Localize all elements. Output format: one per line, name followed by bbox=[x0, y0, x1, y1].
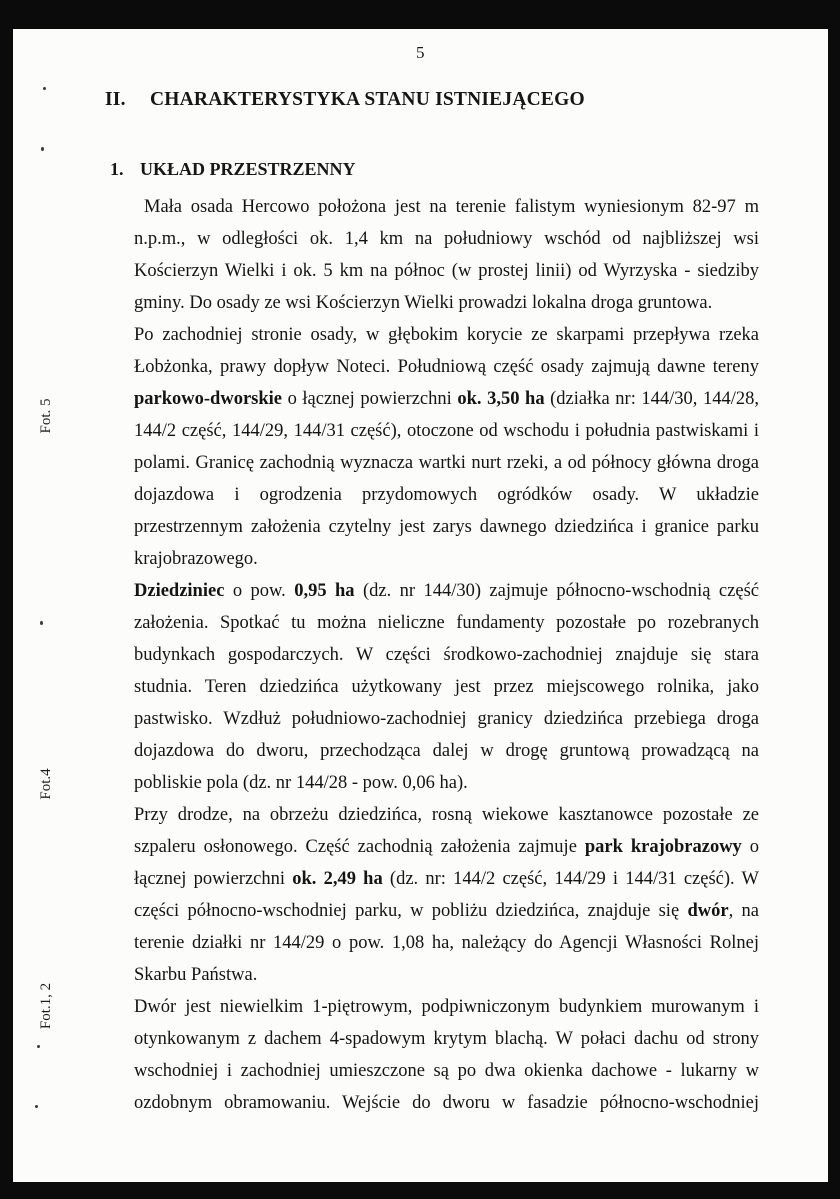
bold-text-run: ok. 3,50 ha bbox=[457, 389, 545, 409]
scan-speck bbox=[43, 87, 46, 90]
bold-text-run: 0,95 ha bbox=[294, 581, 355, 601]
document-page bbox=[13, 29, 828, 1182]
text-run: Dwór jest niewielkim 1-piętrowym, podpiwniczonym budynkiem murowanym i otynkowanym z dachem 4-spadowym krytym blachą. W połaci dachu od strony wschodniej i zachodniej umieszczone są po dwa okienka dachowe - lukarny w ozdobnym obramowaniu. Wejście do dworu w fasadzie północno-wschodniej bbox=[134, 997, 759, 1113]
section-numeral: 1. bbox=[110, 159, 124, 179]
text-run: Po zachodniej stronie osady, w głębokim korycie ze skarpami przepływa rzeka Łobżonka, prawy dopływ Noteci. Południową część osady zajmują dawne tereny bbox=[134, 325, 759, 377]
text-run: Przy drodze, na obrzeżu dziedzińca, rosną wiekowe kasztanowce pozostałe ze szpaleru osłonowego. Część zachodnią założenia zajmuje bbox=[134, 805, 759, 857]
section-title: UKŁAD PRZESTRZENNY bbox=[140, 159, 356, 179]
bold-text-run: ok. 2,49 ha bbox=[292, 869, 383, 889]
body-text bbox=[134, 191, 759, 1119]
chapter-heading bbox=[105, 89, 585, 111]
text-run: (działka nr: 144/30, 144/28, 144/2 część, 144/29, 144/31 część), otoczone od wschodu i południa pastwiskami i polami. Granicę zachodnią wyznacza wartki nurt rzeki, a od północy główna droga dojazdowa i ogrodzenia przydomowych ogródków osady. W układzie przestrzennym założenia czytelny jest zarys dawnego dziedzińca i granice parku krajobrazowego. bbox=[134, 389, 760, 569]
scan-speck bbox=[40, 621, 43, 625]
section-heading bbox=[110, 159, 356, 180]
margin-note-fot-5: Fot. 5 bbox=[38, 398, 54, 434]
text-run: (dz. nr: 144/2 część, 144/29 i 144/31 część). W części północno-wschodniej parku, w pobliżu dziedzińca, znajduje się bbox=[134, 869, 760, 921]
scan-speck bbox=[37, 1045, 40, 1048]
paragraph bbox=[134, 575, 759, 799]
chapter-numeral: II. bbox=[105, 89, 126, 110]
scan-speck bbox=[35, 1105, 38, 1108]
paragraph bbox=[134, 799, 759, 991]
page-number: 5 bbox=[416, 43, 425, 62]
paragraph bbox=[134, 991, 759, 1119]
margin-note-fot-4: Fot.4 bbox=[38, 768, 54, 800]
bold-text-run: park krajobrazowy bbox=[584, 837, 742, 857]
bold-text-run: dwór bbox=[687, 901, 729, 921]
text-run: o pow. bbox=[224, 581, 295, 601]
text-run: , na terenie działki nr 144/29 o pow. 1,08 ha, należący do Agencji Własności Rolnej Skarbu Państwa. bbox=[134, 901, 759, 985]
bold-text-run: Dziedziniec bbox=[134, 581, 225, 601]
paragraph bbox=[134, 319, 759, 575]
bold-text-run: parkowo-dworskie bbox=[134, 389, 283, 409]
paragraph bbox=[134, 191, 759, 319]
chapter-title: CHARAKTERYSTYKA STANU ISTNIEJĄCEGO bbox=[150, 89, 585, 110]
text-run: Mała osada Hercowo położona jest na terenie falistym wyniesionym 82-97 m n.p.m., w odległości ok. 1,4 km na południowy wschód od najbliższej wsi Kościerzyn Wielki i ok. 5 km na północ (w prostej linii) od Wyrzyska - siedziby gminy. Do osady ze wsi Kościerzyn Wielki prowadzi lokalna droga gruntowa. bbox=[134, 197, 759, 313]
text-run: (dz. nr 144/30) zajmuje północno-wschodnią część założenia. Spotkać tu można nieliczne fundamenty pozostałe po rozebranych budynkach gospodarczych. W części środkowo-zachodniej znajduje się stara studnia. Teren dziedzińca użytkowany jest przez miejscowego rolnika, jako pastwisko. Wzdłuż południowo-zachodniej granicy dziedzińca przebiega droga dojazdowa do dworu, przechodząca dalej w drogę gruntową prowadzącą na pobliskie pola (dz. nr 144/28 - pow. 0,06 ha). bbox=[134, 581, 759, 793]
text-run: o łącznej powierzchni bbox=[282, 389, 458, 409]
text-run: o łącznej powierzchni bbox=[134, 837, 759, 889]
scan-speck bbox=[41, 147, 44, 151]
margin-note-fot-1-2: Fot.1, 2 bbox=[38, 982, 54, 1030]
